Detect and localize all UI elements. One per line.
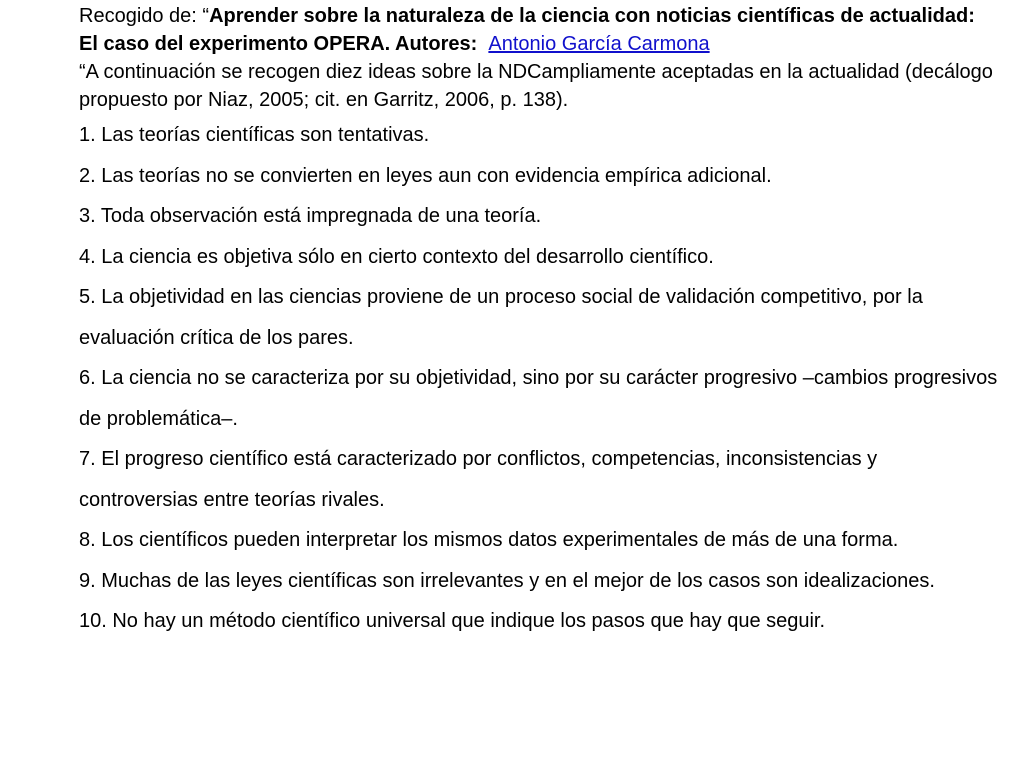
list-item-5: 5. La objetividad en las ciencias proviene de un proceso social de validación competitivo, por la evaluación crítica de los pares. (79, 286, 923, 349)
intro-paragraph (79, 2, 999, 114)
list-item-1: 1. Las teorías científicas son tentativas. (79, 124, 430, 146)
author-link[interactable]: Antonio García Carmona (488, 33, 710, 55)
list-item-9: 9. Muchas de las leyes científicas son irrelevantes y en el mejor de los casos son idealizaciones. (79, 569, 935, 592)
list-item-7: 7. El progreso científico está caracterizado por conflictos, competencias, inconsistencias y controversias entre teorías rivales. (79, 448, 878, 511)
list-item-6: 6. La ciencia no se caracteriza por su objetividad, sino por su carácter progresivo –cambios progresivos de problemática–. (79, 367, 998, 430)
ideas-list (79, 115, 999, 642)
list-item-4: 4. La ciencia es objetiva sólo en cierto contexto del desarrollo científico. (79, 245, 714, 268)
intro-bold-title: Aprender sobre la naturaleza de la ciencia con noticias científicas de actualidad: El caso del experimento OPERA. Autores: (79, 5, 975, 55)
list-item-8: 8. Los científicos pueden interpretar los mismos datos experimentales de más de una forma. (79, 529, 899, 551)
list-item-3: 3. Toda observación está impregnada de una teoría. (79, 205, 542, 227)
intro-quote: “A continuación se recogen diez ideas sobre la NDCampliamente aceptadas en la actualidad (decálogo propuesto por Niaz, 2005; cit. en Garritz, 2006, p. 138). (79, 61, 993, 111)
document-page (79, 0, 999, 642)
intro-prefix: Recogido de: “ (79, 5, 210, 27)
list-item-10: 10. No hay un método científico universal que indique los pasos que hay que seguir. (79, 610, 826, 632)
list-item-2: 2. Las teorías no se convierten en leyes aun con evidencia empírica adicional. (79, 164, 772, 187)
